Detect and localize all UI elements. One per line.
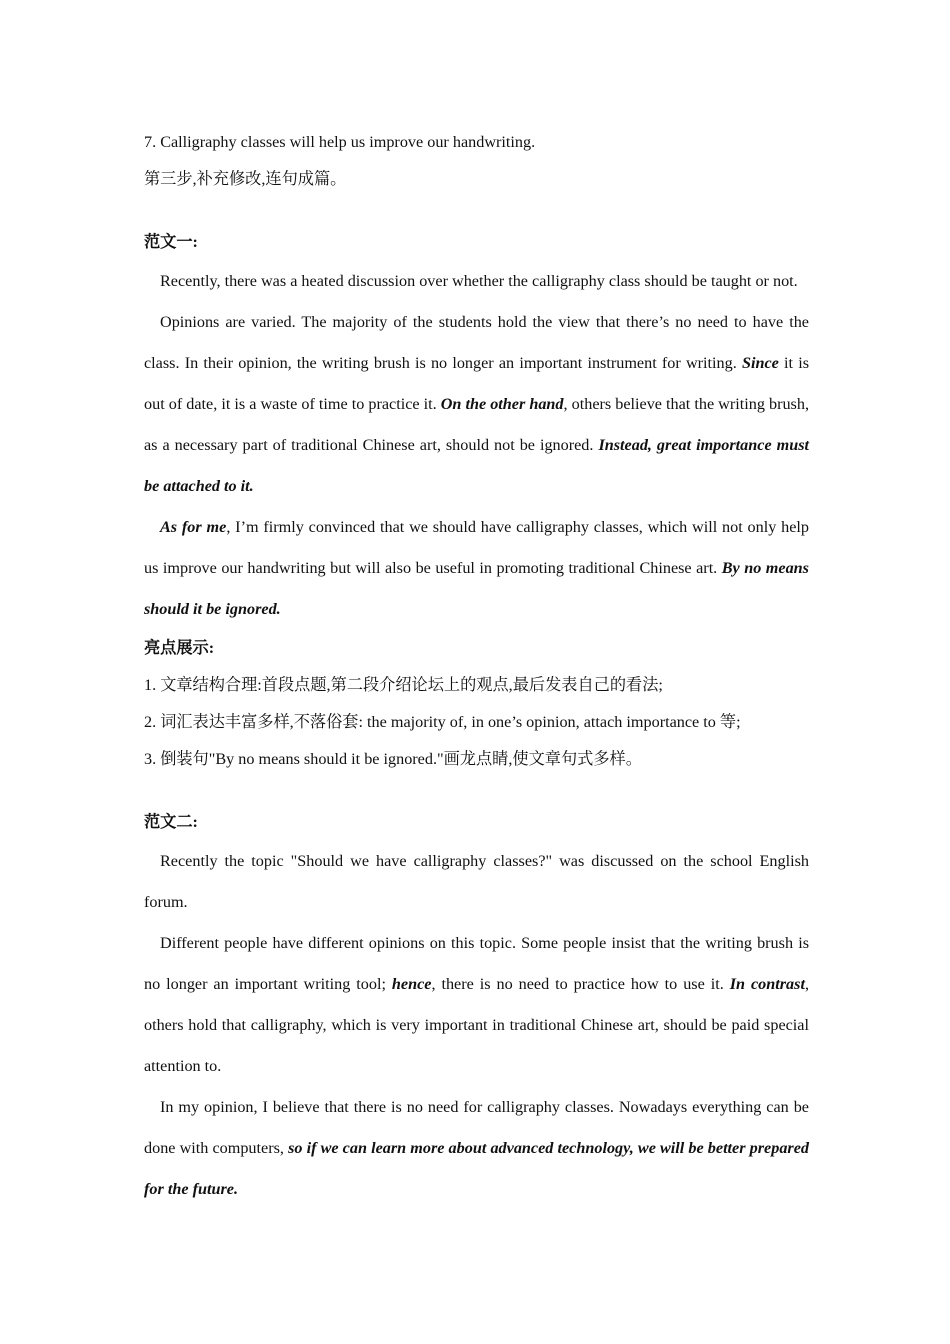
essay1-p2-text-c: it is out of date, it is a waste of time to practice it. — [144, 354, 809, 413]
essay1-p2-text-a: Opinions are varied. The majority of the students hold the view that there’s no need to have the class. In their opinion, the writing brush is no longer an important instrument for writing. — [144, 313, 809, 372]
intro-step-3: 第三步,补充修改,连句成篇。 — [144, 170, 347, 188]
essay2-paragraph-2 — [144, 923, 809, 1087]
intro-line-7: 7. Calligraphy classes will help us improve our handwriting. — [144, 133, 536, 151]
highlight-item-3: 3. 倒装句"By no means should it be ignored."画龙点睛,使文章句式多样。 — [144, 750, 642, 768]
essay2-p2-text-e: , others hold that calligraphy, which is very important in traditional Chinese art, should be paid special attention to. — [144, 975, 809, 1075]
essay2-paragraph-3 — [144, 1087, 809, 1210]
section-gap — [144, 198, 809, 224]
essay1-p2-emphasis-instead: Instead, great importance must be attached to it. — [144, 436, 809, 495]
section-gap — [144, 778, 809, 804]
essay2-p3-text-a: In my opinion, I believe that there is no need for calligraphy classes. Nowadays everything can be done with computers, — [144, 1098, 809, 1157]
essay1-p3-text-b: , I’m firmly convinced that we should have calligraphy classes, which will not only help us improve our handwriting but will also be useful in promoting traditional Chinese art. — [144, 518, 810, 577]
essay1-paragraph-3 — [144, 507, 809, 630]
document-page — [144, 124, 809, 1210]
essay1-p2-text-e: , others believe that the writing brush, as a necessary part of traditional Chinese art, should not be ignored. — [144, 395, 810, 454]
essay2-p2-text-c: , there is no need to practice how to use it. — [431, 975, 730, 993]
essay2-p2-text-a: Different people have different opinions on this topic. Some people insist that the writing brush is no longer an important writing tool; — [144, 934, 809, 993]
highlight-item-1: 1. 文章结构合理:首段点题,第二段介绍论坛上的观点,最后发表自己的看法; — [144, 676, 663, 694]
essay1-paragraph-2 — [144, 302, 809, 507]
essay1-p3-emphasis-by-no-means: By no means should it be ignored. — [144, 559, 809, 618]
essay1-p2-emphasis-other-hand: On the other hand — [440, 395, 564, 413]
essay2-p3-emphasis-so-if: so if we can learn more about advanced technology, we will be better prepared for the future. — [144, 1139, 810, 1198]
highlights-heading: 亮点展示: — [144, 639, 215, 657]
essay1-paragraph-1: Recently, there was a heated discussion over whether the calligraphy class should be taught or not. — [160, 272, 798, 290]
essay1-p2-emphasis-since: Since — [741, 354, 779, 372]
essay1-p3-emphasis-as-for-me: As for me — [160, 518, 227, 536]
essay2-p2-emphasis-in-contrast: In contrast — [729, 975, 805, 993]
highlight-item-2: 2. 词汇表达丰富多样,不落俗套: the majority of, in one’s opinion, attach importance to 等; — [144, 713, 741, 731]
essay2-paragraph-1: Recently the topic "Should we have calligraphy classes?" was discussed on the school English forum. — [144, 852, 809, 911]
essay2-heading: 范文二: — [144, 813, 198, 831]
essay2-p2-emphasis-hence: hence — [391, 975, 432, 993]
essay1-heading: 范文一: — [144, 233, 198, 251]
